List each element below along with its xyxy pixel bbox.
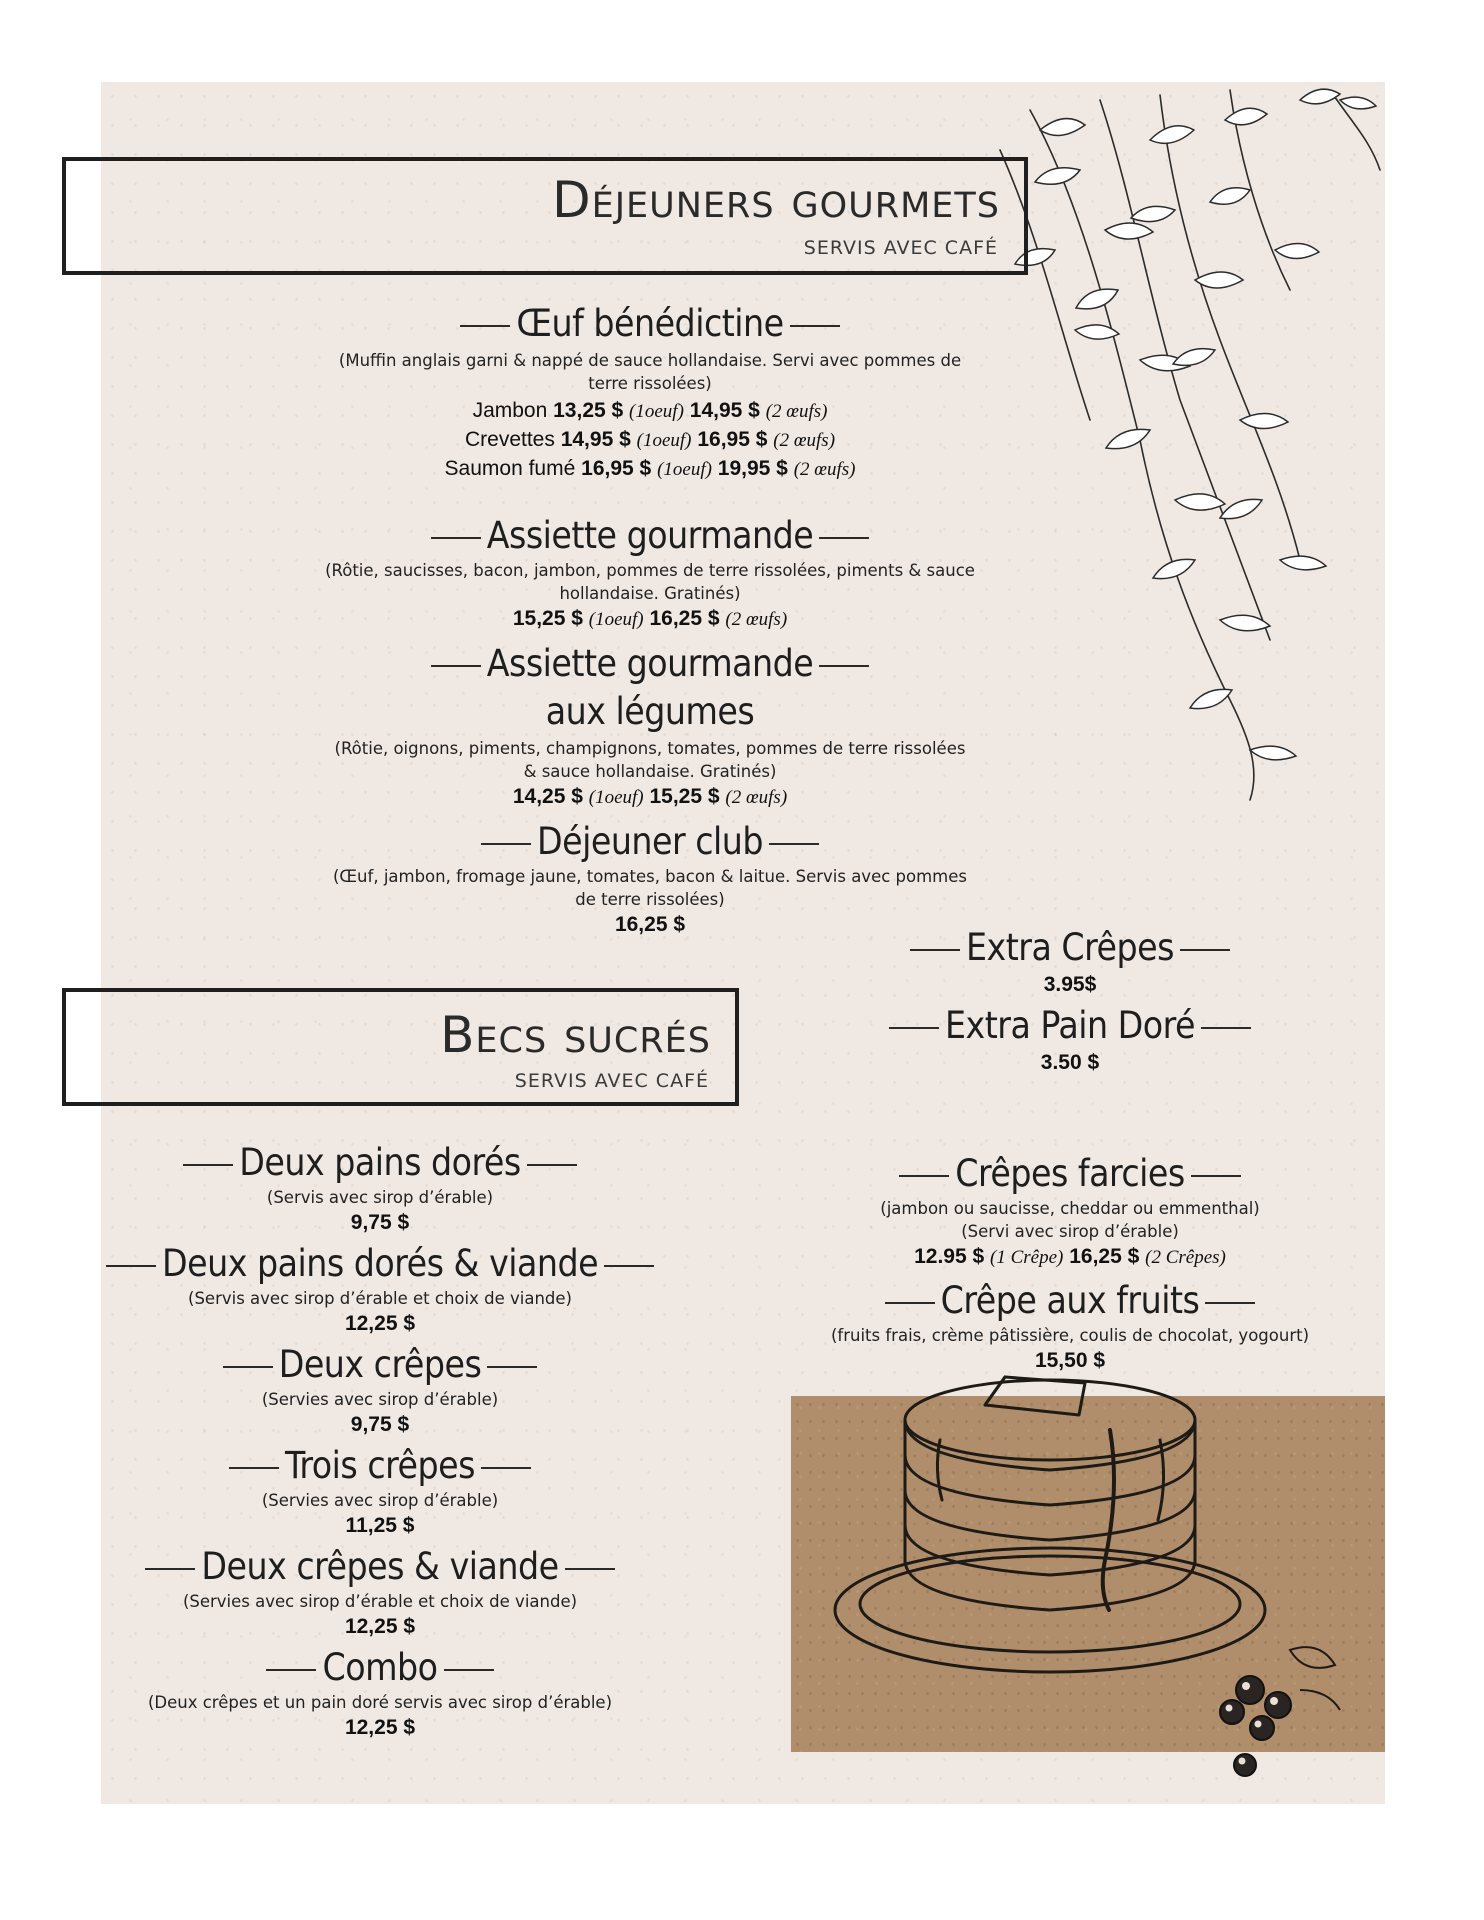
section-subtitle: SERVIS AVEC CAFÉ <box>514 1070 709 1092</box>
price-line: 15,25 $ (1oeuf) 16,25 $ (2 œufs) <box>512 607 788 630</box>
price-line: 9,75 $ <box>350 1413 410 1436</box>
price-line: Saumon fumé 16,95 $ (1oeuf) 19,95 $ (2 œufs) <box>444 457 856 480</box>
price-line: 14,25 $ (1oeuf) 15,25 $ (2 œufs) <box>512 785 788 808</box>
item-title: Combo <box>322 1646 438 1689</box>
price-line: 15,50 $ <box>1034 1349 1106 1372</box>
price-line: 9,75 $ <box>350 1211 410 1234</box>
item-title: Deux crêpes & viande <box>201 1545 559 1588</box>
item-description: (Servies avec sirop d’érable) <box>261 1491 499 1510</box>
item-description: (Rôtie, oignons, piments, champignons, tomates, pommes de terre rissolées & sauce hollandaise. Gratinés) <box>334 739 966 781</box>
price-line: Jambon 13,25 $ (1oeuf) 14,95 $ (2 œufs) <box>472 399 828 422</box>
price-line: 12.95 $ (1 Crêpe) 16,25 $ (2 Crêpes) <box>914 1245 1226 1268</box>
item-title: Assiette gourmande <box>486 642 814 685</box>
item-title: Trois crêpes <box>285 1444 475 1487</box>
item-description: (fruits frais, crème pâtissière, coulis de chocolat, yogourt) <box>830 1326 1310 1345</box>
price-line: 12,25 $ <box>344 1716 416 1739</box>
price-line: 11,25 $ <box>345 1514 415 1537</box>
price-line: 12,25 $ <box>344 1615 416 1638</box>
item-description: (Servies avec sirop d’érable) <box>261 1390 499 1409</box>
item-title: Extra Pain Doré <box>945 1004 1195 1047</box>
item-title: Deux pains dorés & viande <box>162 1242 599 1285</box>
section-title: Becs sucrés <box>440 1006 711 1064</box>
item-title: Extra Crêpes <box>966 926 1174 969</box>
item-description: (Servis avec sirop d’érable et choix de viande) <box>188 1289 572 1308</box>
item-description: (Œuf, jambon, fromage jaune, tomates, bacon & laitue. Servis avec pommes de terre rissolées) <box>332 867 968 909</box>
price-line: 3.50 $ <box>1040 1051 1100 1074</box>
item-description: (Rôtie, saucisses, bacon, jambon, pommes de terre rissolées, piments & sauce hollandaise. Gratinés) <box>325 561 975 603</box>
item-title: Deux pains dorés <box>239 1141 521 1184</box>
item-title: Œuf bénédictine <box>516 302 784 345</box>
section-title: Déjeuners gourmets <box>552 171 1000 229</box>
item-title: Assiette gourmande <box>486 514 814 557</box>
item-description: (Muffin anglais garni & nappé de sauce hollandaise. Servi avec pommes de terre rissolées) <box>338 351 962 393</box>
section-subtitle: SERVIS AVEC CAFÉ <box>803 237 998 259</box>
item-title-line2: aux légumes <box>545 690 755 733</box>
item-title: Deux crêpes <box>278 1343 482 1386</box>
item-title: Crêpe aux fruits <box>940 1279 1200 1322</box>
price-line: Crevettes 14,95 $ (1oeuf) 16,95 $ (2 œufs) <box>464 428 836 451</box>
item-title: Déjeuner club <box>536 820 764 863</box>
price-line: 3.95$ <box>1043 973 1097 996</box>
price-line: 16,25 $ <box>614 913 686 936</box>
price-line: 12,25 $ <box>344 1312 416 1335</box>
item-description: (Servis avec sirop d’érable) <box>266 1188 494 1207</box>
item-title: Crêpes farcies <box>955 1152 1185 1195</box>
item-description: (Deux crêpes et un pain doré servis avec sirop d’érable) <box>147 1693 613 1712</box>
item-description: (Servies avec sirop d’érable et choix de viande) <box>182 1592 578 1611</box>
item-description: (jambon ou saucisse, cheddar ou emmenthal) (Servi avec sirop d’érable) <box>880 1199 1260 1241</box>
